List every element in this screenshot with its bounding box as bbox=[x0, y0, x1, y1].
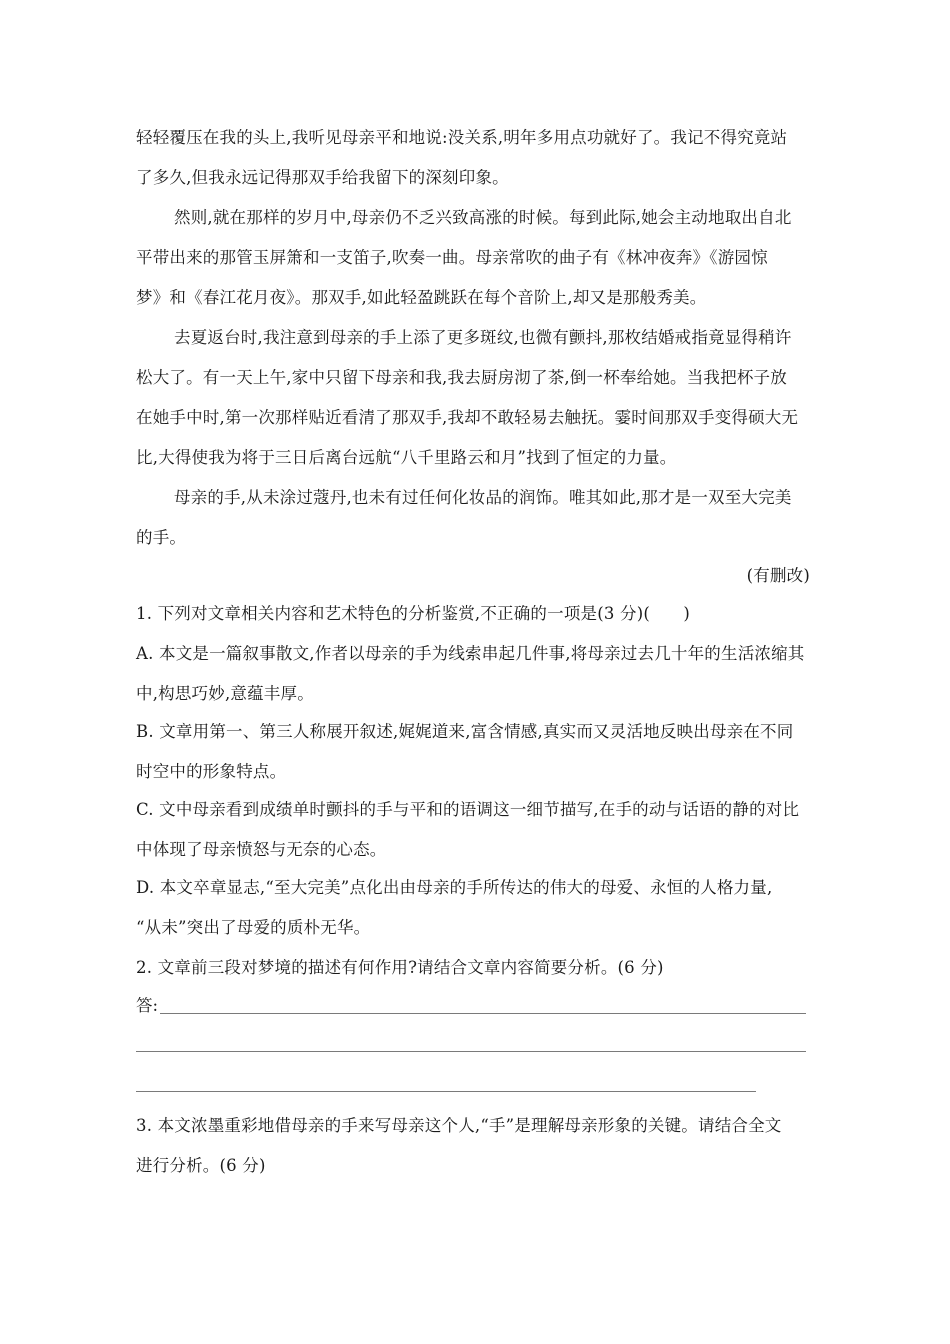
option-a: A. 本文是一篇叙事散文,作者以母亲的手为线索串起几件事,将母亲过去几十年的生活浓缩其 bbox=[136, 644, 805, 663]
passage-line: 松大了。有一天上午,家中只留下母亲和我,我去厨房沏了茶,倒一杯奉给她。当我把杯子放 bbox=[136, 368, 787, 387]
passage-line: 在她手中时,第一次那样贴近看清了那双手,我却不敢轻易去触抚。霎时间那双手变得硕大无 bbox=[136, 408, 799, 427]
answer-line[interactable] bbox=[136, 1091, 756, 1092]
option-d: D. 本文卒章显志,“至大完美”点化出由母亲的手所传达的伟大的母爱、永恒的人格力量, bbox=[136, 878, 773, 897]
passage-line: 轻轻覆压在我的头上,我听见母亲平和地说:没关系,明年多用点功就好了。我记不得究竟站 bbox=[136, 128, 788, 147]
question-2-stem: 2. 文章前三段对梦境的描述有何作用?请结合文章内容简要分析。(6 分) bbox=[136, 958, 664, 977]
passage-paragraph-start: 去夏返台时,我注意到母亲的手上添了更多斑纹,也微有颤抖,那枚结婚戒指竟显得稍许 bbox=[174, 328, 792, 347]
option-b: B. 文章用第一、第三人称展开叙述,娓娓道来,富含情感,真实而又灵活地反映出母亲在不同 bbox=[136, 722, 794, 741]
source-note: (有删改) bbox=[746, 566, 810, 585]
passage-paragraph-start: 母亲的手,从未涂过蔻丹,也未有过任何化妆品的润饰。唯其如此,那才是一双至大完美 bbox=[174, 488, 792, 507]
option-c: C. 文中母亲看到成绩单时颤抖的手与平和的语调这一细节描写,在手的动与话语的静的对比 bbox=[136, 800, 800, 819]
option-a-cont: 中,构思巧妙,意蕴丰厚。 bbox=[136, 684, 314, 703]
answer-label: 答: bbox=[136, 996, 159, 1015]
answer-line[interactable] bbox=[136, 1051, 806, 1052]
passage-paragraph-start: 然则,就在那样的岁月中,母亲仍不乏兴致高涨的时候。每到此际,她会主动地取出自北 bbox=[174, 208, 792, 227]
option-d-cont: “从未”突出了母爱的质朴无华。 bbox=[136, 918, 371, 937]
passage-line: 的手。 bbox=[136, 528, 187, 547]
option-c-cont: 中体现了母亲愤怒与无奈的心态。 bbox=[136, 840, 387, 859]
passage-line: 平带出来的那管玉屏箫和一支笛子,吹奏一曲。母亲常吹的曲子有《林冲夜奔》《游园惊 bbox=[136, 248, 768, 267]
question-3-stem-cont: 进行分析。(6 分) bbox=[136, 1156, 266, 1175]
option-b-cont: 时空中的形象特点。 bbox=[136, 762, 287, 781]
passage-line: 了多久,但我永远记得那双手给我留下的深刻印象。 bbox=[136, 168, 509, 187]
passage-line: 梦》和《春江花月夜》。那双手,如此轻盈跳跃在每个音阶上,却又是那般秀美。 bbox=[136, 288, 707, 307]
question-3-stem: 3. 本文浓墨重彩地借母亲的手来写母亲这个人,“手”是理解母亲形象的关键。请结合全文 bbox=[136, 1116, 782, 1135]
question-1-stem: 1. 下列对文章相关内容和艺术特色的分析鉴赏,不正确的一项是(3 分)( ) bbox=[136, 604, 691, 623]
passage-line: 比,大得使我为将于三日后离台远航“八千里路云和月”找到了恒定的力量。 bbox=[136, 448, 677, 467]
answer-line[interactable] bbox=[160, 1013, 806, 1014]
